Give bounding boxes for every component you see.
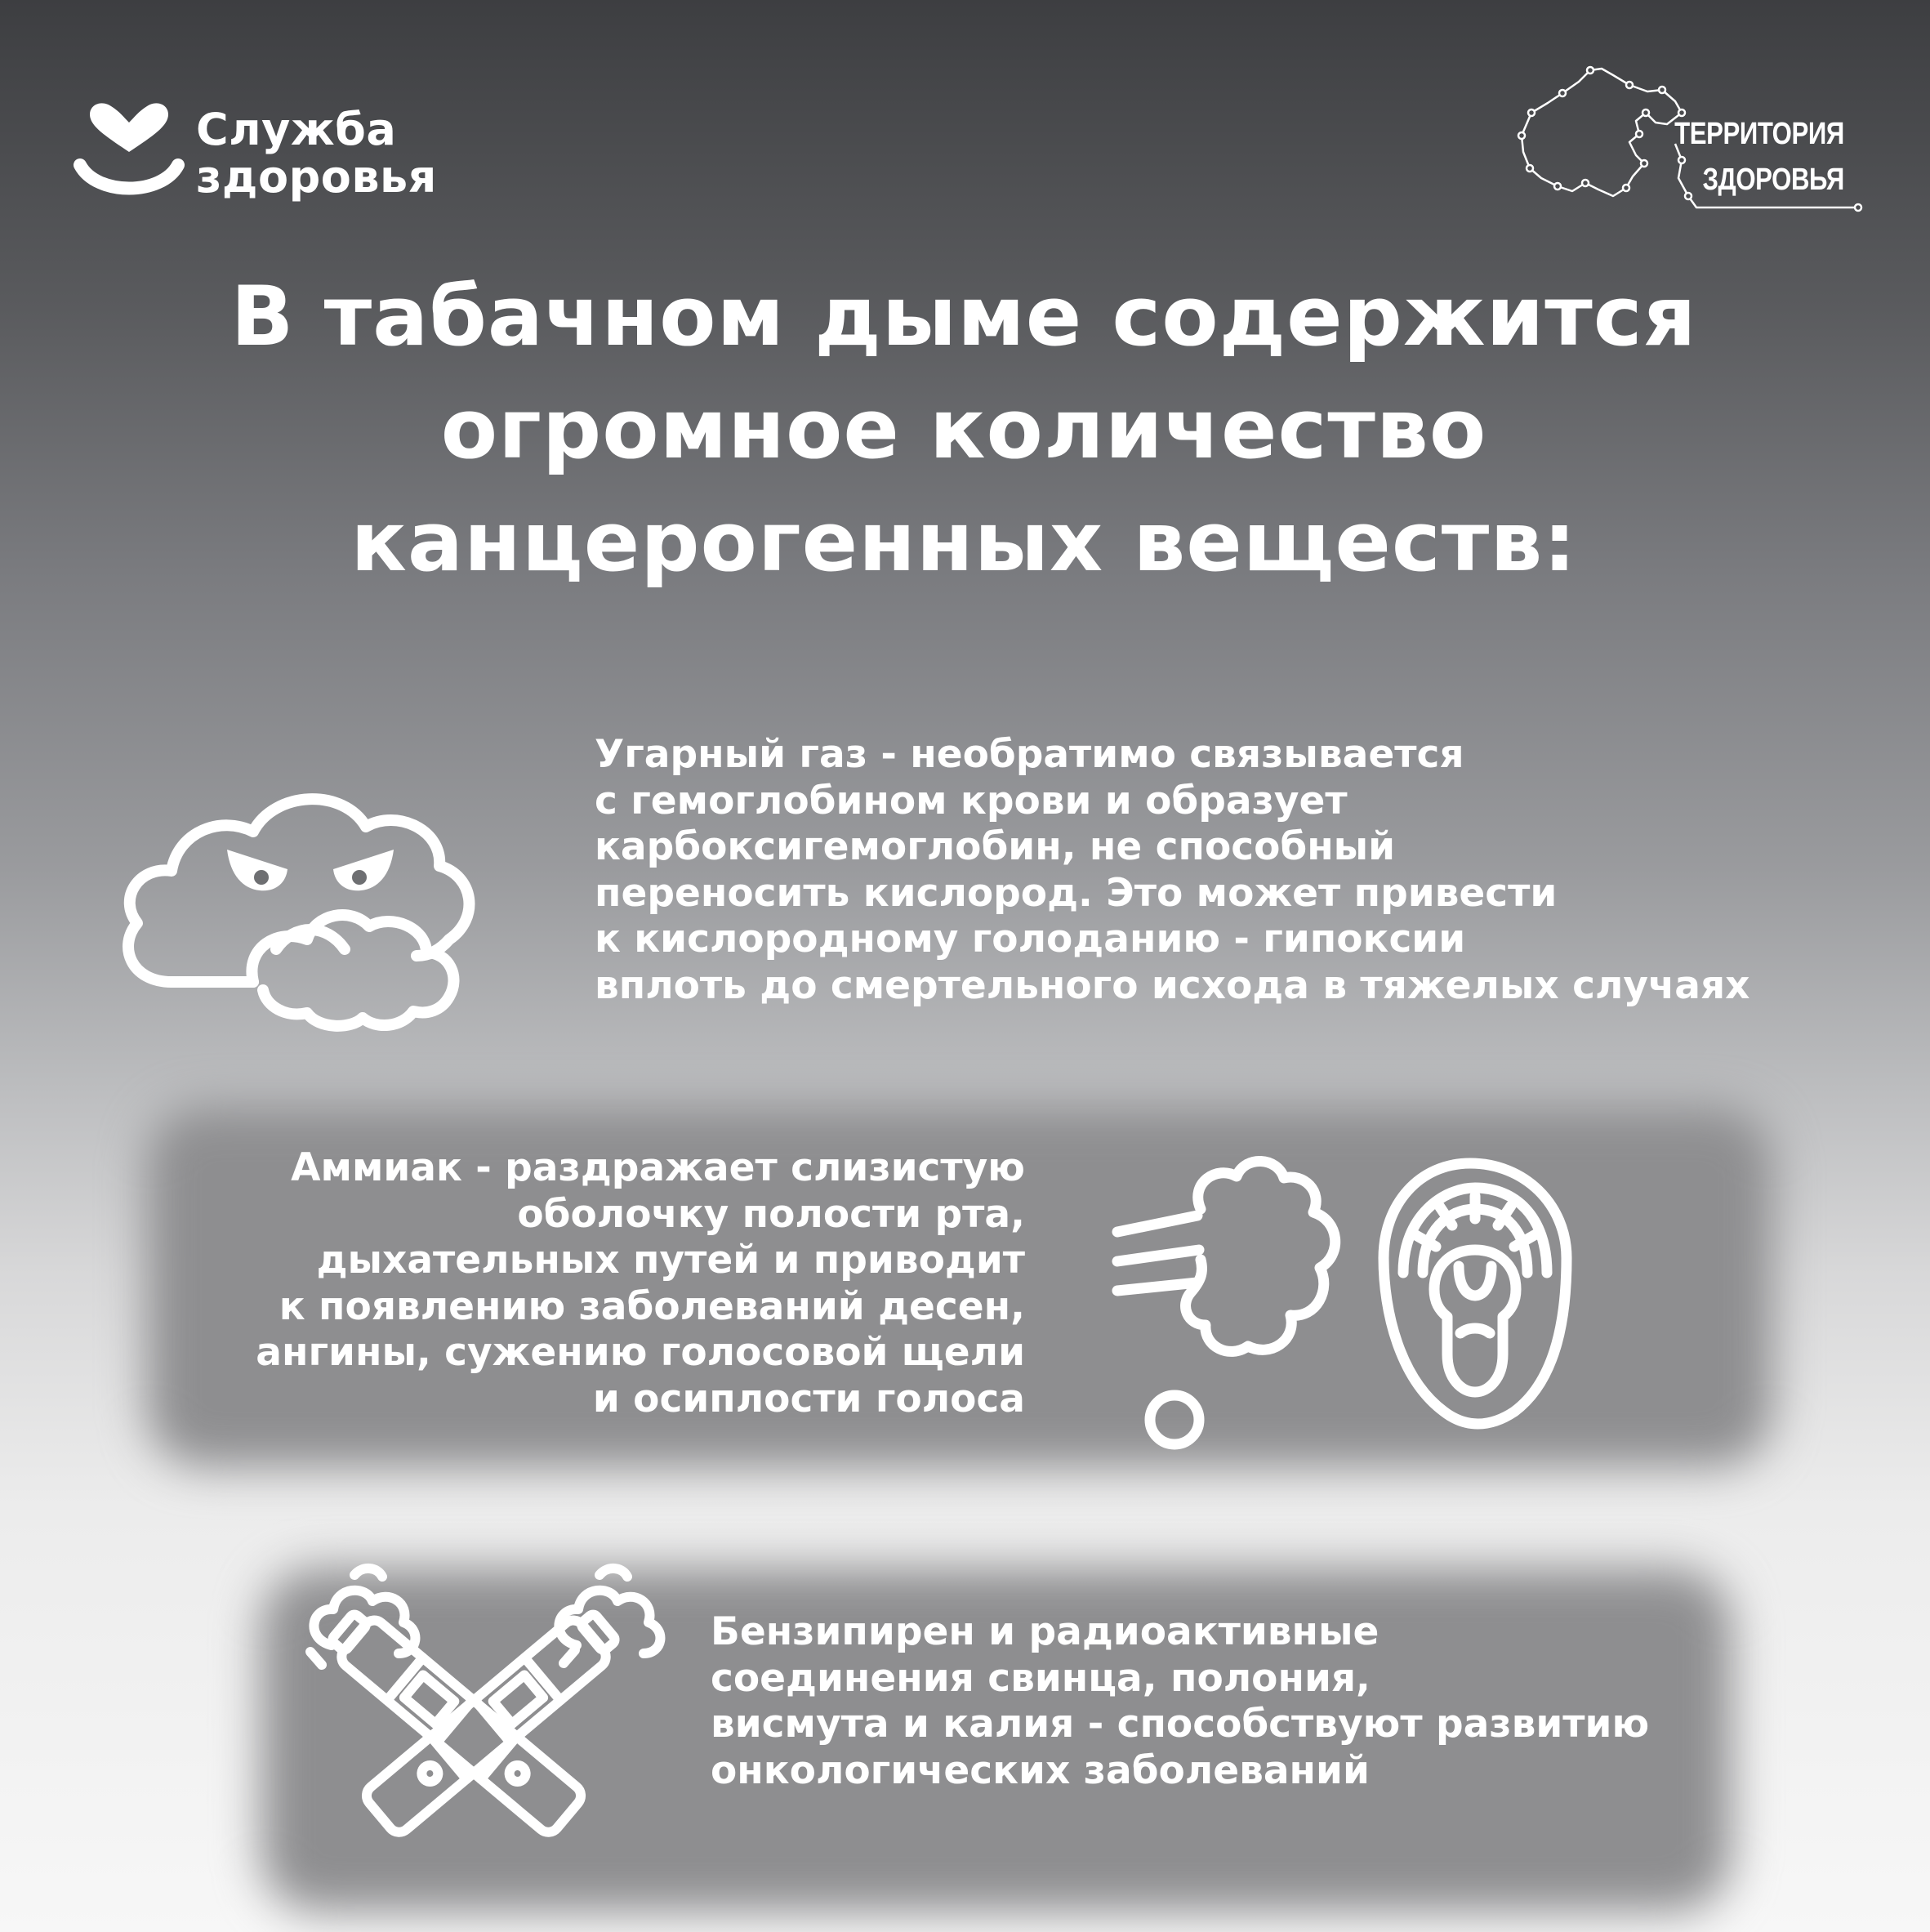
item-3-line-2: соединения свинца, полония, (711, 1655, 1371, 1701)
item-2-line-5: ангины, сужению голосовой щели (256, 1330, 1025, 1375)
logo-right-line2: ЗДОРОВЬЯ (1702, 163, 1844, 197)
page-title (147, 260, 1781, 598)
logo-left-line2: здоровья (196, 151, 437, 203)
title-line-2: огромное количество (440, 381, 1487, 477)
crossed-vapes-icon (294, 1557, 653, 1876)
logo-right-line1: ТЕРРИТОРИЯ (1674, 117, 1844, 151)
logo-right-text (1674, 111, 1844, 203)
breath-and-open-mouth-icon (1109, 1158, 1616, 1452)
angry-smoke-cloud-icon (106, 768, 531, 1046)
item-1-line-4: переносить кислород. Это может привести (595, 870, 1558, 916)
logo-territoriya-zdorovya (1507, 64, 1866, 219)
item-2-line-4: к появлению заболеваний десен, (279, 1283, 1025, 1329)
item-2-line-6: и осиплости голоса (592, 1376, 1025, 1421)
item-2-line-1: Аммиак - раздражает слизистую (291, 1145, 1025, 1190)
title-line-1: В табачном дыме содержится (230, 268, 1697, 364)
benzpyrene-text (711, 1609, 1649, 1794)
logo-left-line1: Служба (196, 104, 397, 155)
item-2-line-3: дыхательных путей и приводит (316, 1238, 1025, 1283)
item-3-line-4: онкологических заболеваний (711, 1747, 1370, 1793)
item-1-line-1: Угарный газ - необратимо связывается (595, 732, 1464, 777)
item-3-line-3: висмута и калия - способствуют развитию (711, 1702, 1650, 1747)
logo-left-text (196, 106, 437, 201)
logo-sluzhba-zdorovya (72, 105, 497, 203)
title-line-3: канцерогенных веществ: (350, 493, 1577, 590)
item-2-line-2: оболочку полости рта, (517, 1191, 1025, 1237)
item-1-line-2: с гемоглобином крови и образует (595, 778, 1348, 823)
heart-smile-icon (72, 105, 186, 203)
ammonia-text (131, 1145, 1025, 1422)
carbon-monoxide-text (595, 732, 1750, 1009)
item-1-line-5: к кислородному голоданию - гипоксии (595, 917, 1466, 962)
item-1-line-6: вплоть до смертельного исхода в тяжелых случаях (595, 962, 1750, 1008)
item-1-line-3: карбоксигемоглобин, не способный (595, 824, 1396, 869)
item-3-line-1: Бензипирен и радиоактивные (711, 1609, 1380, 1654)
